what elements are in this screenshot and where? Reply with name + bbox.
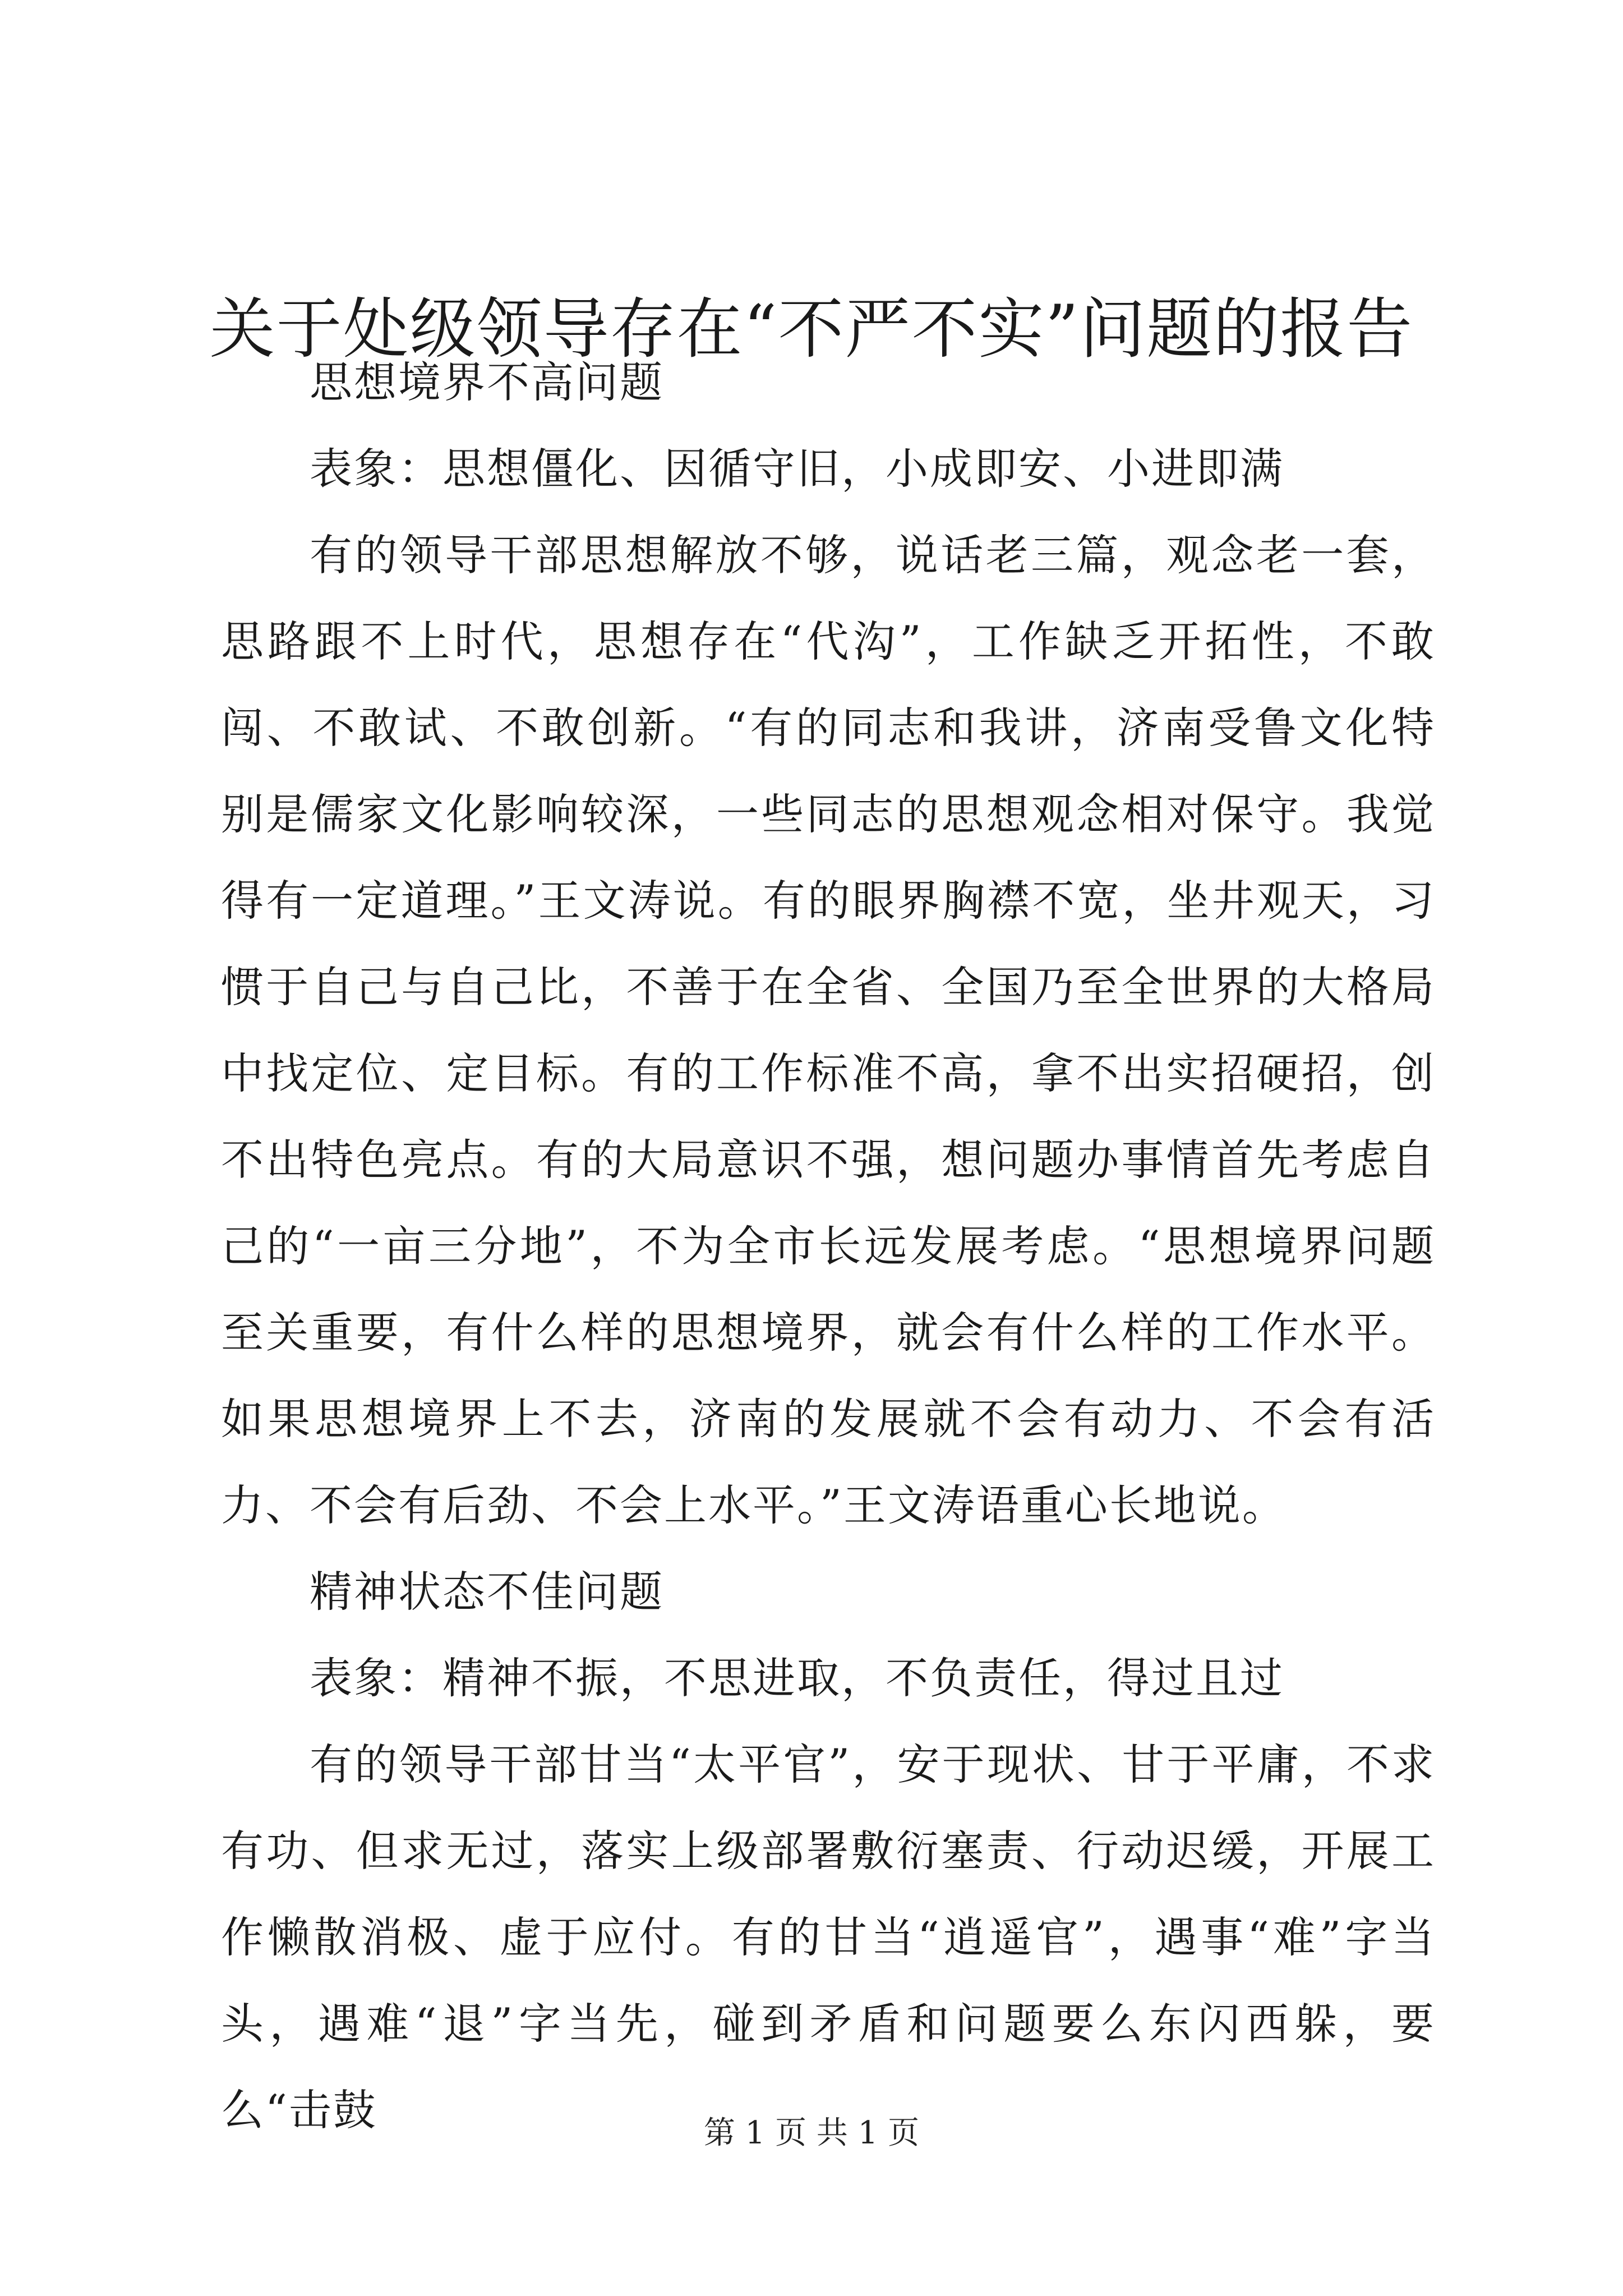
document-title: 关于处级领导存在“不严不实”问题的报告 — [209, 291, 1414, 367]
section-heading-1: 思想境界不高问题 — [310, 357, 664, 407]
body-paragraph-2: 有的领导干部甘当“太平官”，安于现状、甘于平庸，不求有功、但求无过，落实上级部署敷衍塞责、行动迟缓，开展工作懒散消极、虚于应付。有的甘当“逍遥官”，遇事“难”字当头，遇难“退”字当先，碰到矛盾和问题要么东闪西躲，要么“击鼓 — [221, 1740, 1436, 2135]
page-footer: 第 1 页 共 1 页 — [703, 2115, 920, 2151]
section-heading-2: 精神状态不佳问题 — [310, 1567, 664, 1617]
symptom-line-2: 表象：精神不振，不思进取，不负责任，得过且过 — [310, 1653, 1284, 1703]
symptom-line-1: 表象：思想僵化、因循守旧，小成即安、小进即满 — [310, 444, 1284, 494]
body-paragraph-1: 有的领导干部思想解放不够，说话老三篇，观念老一套，思路跟不上时代，思想存在“代沟”，工作缺乏开拓性，不敢闯、不敢试、不敢创新。“有的同志和我讲，济南受鲁文化特别是儒家文化影响较深，一些同志的思想观念相对保守。我觉得有一定道理。”王文涛说。有的眼界胸襟不宽，坐井观天，习惯于自己与自己比，不善于在全省、全国乃至全世界的大格局中找定位、定目标。有的工作标准不高，拿不出实招硬招，创不出特色亮点。有的大局意识不强，想问题办事情首先考虑自己的“一亩三分地”，不为全市长远发展考虑。“思想境界问题至关重要，有什么样的思想境界，就会有什么样的工作水平。如果思想境界上不去，济南的发展就不会有动力、不会有活力、不会有后劲、不会上水平。”王文涛语重心长地说。 — [221, 530, 1436, 1530]
document-body — [221, 339, 1436, 2154]
